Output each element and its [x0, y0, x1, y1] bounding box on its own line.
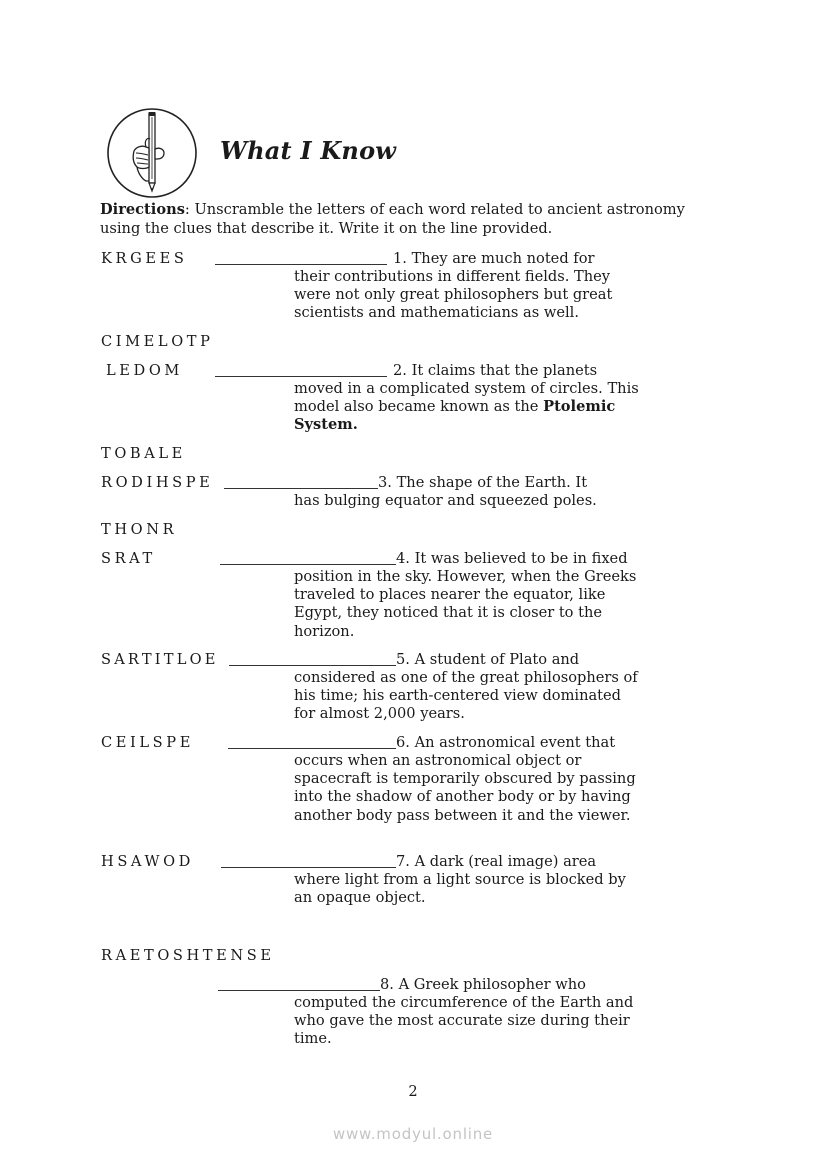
answer-blank[interactable]: [218, 977, 380, 991]
scrambled-word: CEILSPE: [101, 734, 194, 751]
clue-number: 5. A student of Plato and: [396, 651, 580, 668]
clue-text: their contributions in different fields. They were not only great philosophers but great scientists and mathematicians as well.: [294, 268, 613, 322]
clue-first-line: They are much noted for: [411, 250, 595, 267]
clue-text: has bulging equator and squeezed poles.: [294, 492, 597, 509]
clue-number: 8. A Greek philosopher who: [380, 976, 586, 993]
scrambled-word: SARTITLOE: [101, 651, 219, 668]
answer-blank[interactable]: [228, 735, 396, 749]
scrambled-word-line2: SRAT: [101, 550, 156, 567]
directions-label: Directions: [100, 201, 185, 218]
clue-number: 2. It claims that the planets: [393, 362, 598, 379]
clue-bold: Ptolemic System.: [294, 398, 616, 434]
answer-blank[interactable]: [229, 652, 396, 666]
directions-text: : Unscramble the letters of each word related to ancient astronomy using the clues that describe it. Write it on the line provided.: [100, 201, 685, 237]
scrambled-word-line2: RODIHSPE: [101, 474, 214, 491]
scrambled-word: CIMELOTP: [101, 333, 214, 350]
scrambled-word: TOBALE: [101, 445, 186, 462]
answer-blank[interactable]: [215, 251, 387, 265]
answer-blank[interactable]: [221, 854, 396, 868]
clue-text: considered as one of the great philosophers of his time; his earth-centered view dominated for almost 2,000 years.: [294, 669, 638, 723]
answer-blank[interactable]: [224, 475, 378, 489]
clue-number: 7. A dark (real image) area: [396, 853, 597, 870]
clue-text: occurs when an astronomical object or spacecraft is temporarily obscured by passing into the shadow of another body or by having another body pass between it and the viewer.: [294, 752, 636, 824]
scrambled-word-line2: LEDOM: [106, 362, 183, 379]
clue-text: position in the sky. However, when the Greeks traveled to places nearer the equator, like Egypt, they noticed that it is closer to the horizon.: [294, 568, 637, 640]
answer-blank[interactable]: [220, 551, 396, 565]
clue-number: 4. It was believed to be in fixed: [396, 550, 628, 567]
clue-number: 1. They are much noted for: [393, 250, 595, 267]
answer-blank[interactable]: [215, 363, 387, 377]
clue-text: moved in a complicated system of circles. This model also became known as the Ptolemic System.: [294, 380, 639, 434]
clue-number: 3. The shape of the Earth. It: [378, 474, 588, 491]
scrambled-word: RAETOSHTENSE: [101, 947, 275, 964]
page-number: 2: [408, 1083, 418, 1100]
scrambled-word: HSAWOD: [101, 853, 194, 870]
scrambled-word: THONR: [101, 521, 178, 538]
clue-text: where light from a light source is blocked by an opaque object.: [294, 871, 626, 907]
directions: [100, 201, 720, 238]
scrambled-word: KRGEES: [101, 250, 188, 267]
footer-watermark: www.modyul.online: [332, 1125, 494, 1143]
section-title: What I Know: [220, 136, 397, 165]
clue-number: 6. An astronomical event that: [396, 734, 616, 751]
pencil-hand-icon: [106, 107, 198, 199]
clue-text: computed the circumference of the Earth and who gave the most accurate size during their time.: [294, 994, 634, 1048]
